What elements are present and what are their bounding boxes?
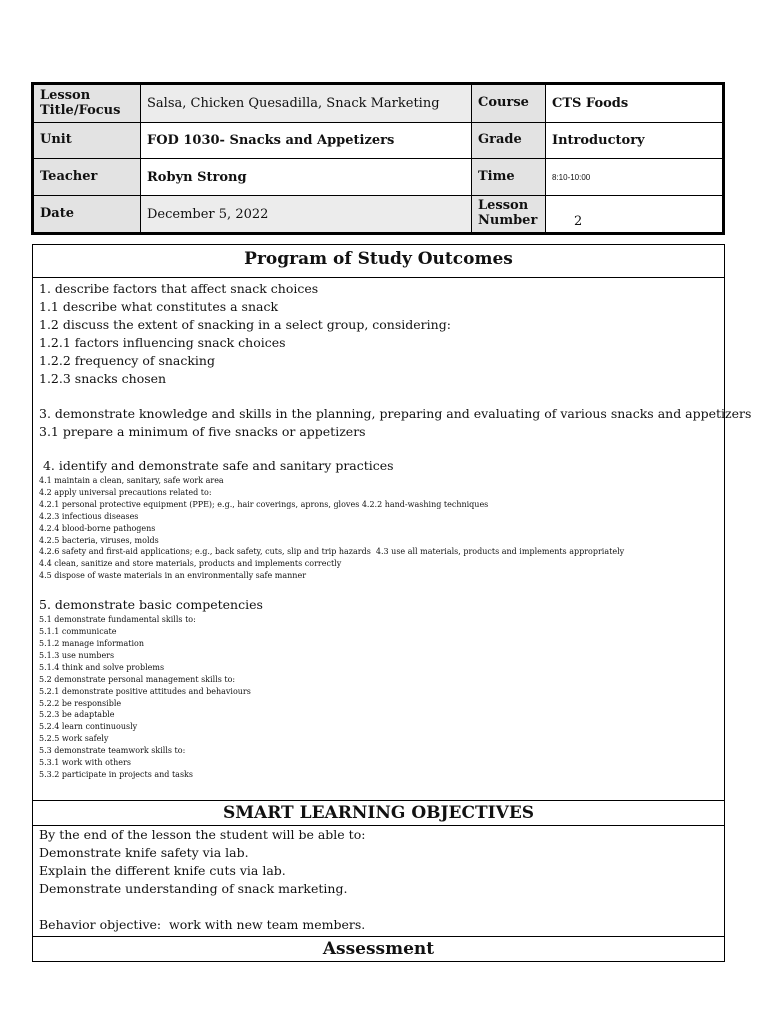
outcome-subline: 4.2.1 personal protective equipment (PPE); e.g., hair coverings, aprons, gloves 4.2.2 hand-washing techniques [39,499,489,509]
outcome-subline: 5.3.2 participate in projects and tasks [39,769,194,779]
time-value: 8:10-10:00 [546,159,722,196]
course-label: Course [472,85,546,123]
course-value: CTS Foods [546,85,722,123]
assessment-section [32,936,725,962]
assessment-title: Assessment [322,939,435,959]
objective-line: Explain the different knife cuts via lab. [39,863,286,878]
outcome-line: 1.2.3 snacks chosen [39,371,167,386]
outcome-subline: 5.3.1 work with others [39,758,131,768]
outcome-subline: 5.1.2 manage information [39,638,144,648]
objectives-title: SMART LEARNING OBJECTIVES [33,801,724,826]
objective-line: Demonstrate knife safety via lab. [39,845,249,860]
unit-value: FOD 1030- Snacks and Appetizers [141,123,472,159]
outcome-subline: 5.2.5 work safely [39,734,109,744]
outcome-line: 3.1 prepare a minimum of five snacks or appetizers [39,424,366,439]
outcome-subline: 5.1.3 use numbers [39,650,115,660]
outcome-subline: 5.2.3 be adaptable [39,710,115,720]
outcome-line: 1.1 describe what constitutes a snack [39,299,279,314]
outcome-line: 3. demonstrate knowledge and skills in the planning, preparing and evaluating of various snacks and appetizers [39,406,752,421]
outcome-line: 1.2.2 frequency of snacking [39,353,215,368]
lesson-title-label: Lesson Title/Focus [34,85,141,123]
outcomes-body [33,278,752,781]
outcomes-section [32,244,752,801]
outcome-subline: 5.1.1 communicate [39,627,117,637]
lesson-number-label: Lesson Number [472,196,546,232]
time-label: Time [472,159,546,196]
date-label: Date [34,196,141,232]
outcome-line: 1.2 discuss the extent of snacking in a select group, considering: [39,317,451,332]
outcome-subline: 5.2 demonstrate personal management skills to: [39,674,236,684]
behavior-objective: Behavior objective: work with new team members. [39,917,366,932]
objective-line: Demonstrate understanding of snack marketing. [39,881,348,896]
teacher-label: Teacher [34,159,141,196]
outcome-subline: 4.2.6 safety and first-aid applications; e.g., back safety, cuts, slip and trip hazards 4.3 use all materials, products and implements appropriately [39,547,625,557]
lesson-number-cell [546,196,722,232]
outcomes-title: Program of Study Outcomes [33,245,724,278]
outcome-subline: 4.2 apply universal precautions related to: [39,487,212,497]
lesson-header-table [31,82,725,235]
outcome-subline: 4.2.3 infectious diseases [39,511,139,521]
outcome-subline: 4.5 dispose of waste materials in an environmentally safe manner [39,571,307,581]
outcome-line: 1.2.1 factors influencing snack choices [39,335,286,350]
teacher-value: Robyn Strong [141,159,472,196]
outcome-heading: 4. identify and demonstrate safe and sanitary practices [39,458,394,473]
objectives-section [32,800,725,937]
date-value: December 5, 2022 [141,196,472,232]
outcome-subline: 4.2.5 bacteria, viruses, molds [39,535,159,545]
grade-label: Grade [472,123,546,159]
unit-label: Unit [34,123,141,159]
lesson-title-value: Salsa, Chicken Quesadilla, Snack Marketing [141,85,472,123]
grade-value: Introductory [546,123,722,159]
outcome-subline: 5.2.4 learn continuously [39,722,138,732]
objective-line: By the end of the lesson the student will be able to: [39,827,366,842]
outcome-subline: 5.2.1 demonstrate positive attitudes and behaviours [39,686,251,696]
outcome-subline: 4.1 maintain a clean, sanitary, safe work area [39,476,224,485]
outcome-subline: 5.3 demonstrate teamwork skills to: [39,746,186,756]
objectives-body [33,826,724,934]
outcome-subline: 5.1.4 think and solve problems [39,662,165,672]
lesson-number-value: 2 [574,214,583,229]
outcome-heading: 5. demonstrate basic competencies [39,597,263,613]
outcome-subline: 4.4 clean, sanitize and store materials, products and implements correctly [39,559,342,569]
outcome-subline: 5.2.2 be responsible [39,698,122,708]
outcome-line: 1. describe factors that affect snack choices [39,281,319,296]
outcome-subline: 5.1 demonstrate fundamental skills to: [39,615,196,625]
outcome-subline: 4.2.4 blood-borne pathogens [39,523,156,533]
